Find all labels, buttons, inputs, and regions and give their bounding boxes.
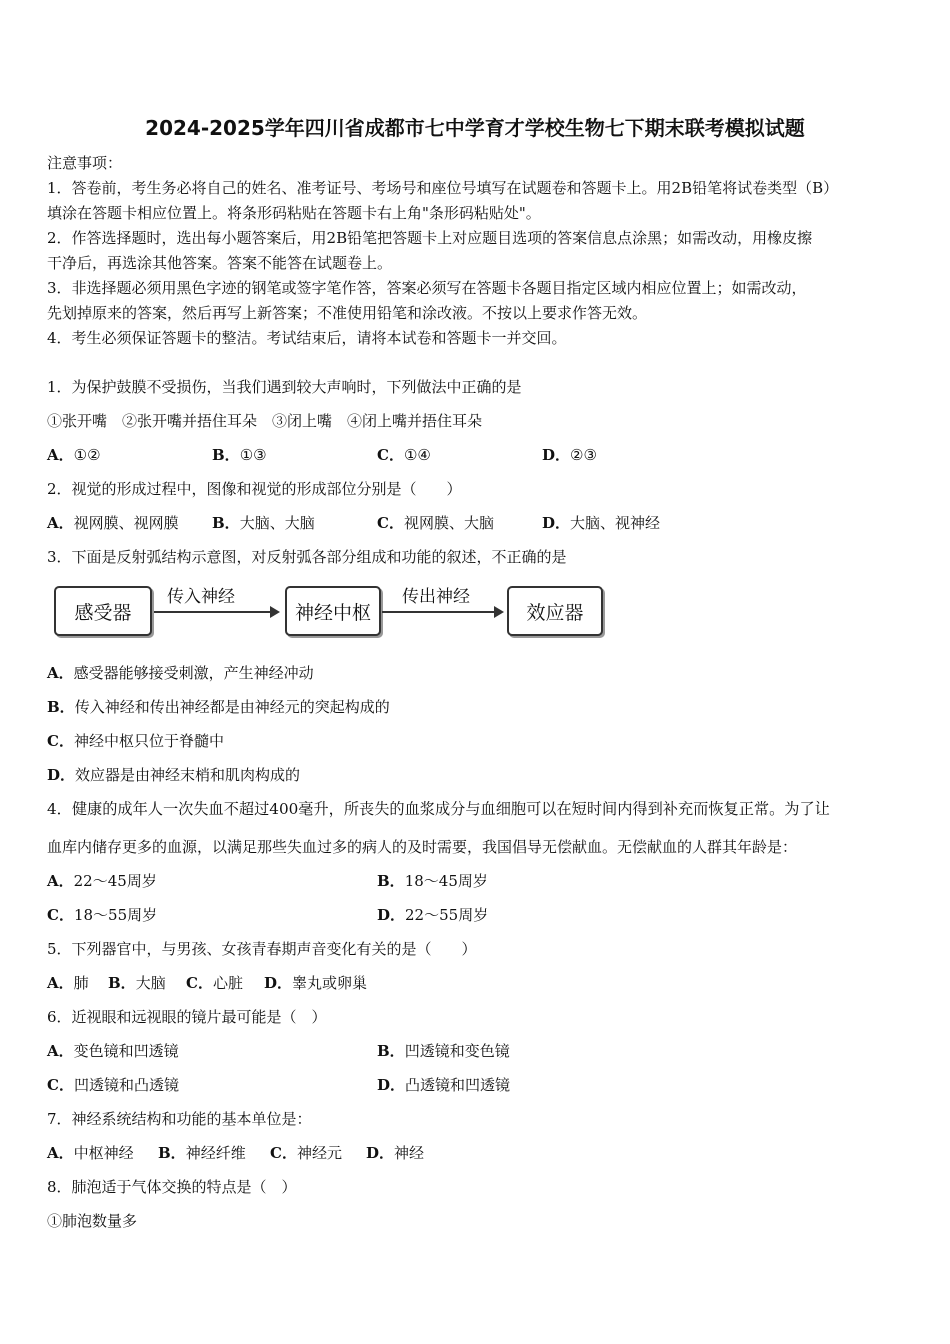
option-c: C．18～55周岁 bbox=[47, 906, 158, 924]
option-d: D．22～55周岁 bbox=[377, 906, 489, 924]
question-1-items: ①张开嘴 ②张开嘴并捂住耳朵 ③闭上嘴 ④闭上嘴并捂住耳朵 bbox=[47, 412, 483, 430]
option-b: B．神经纤维 bbox=[158, 1144, 246, 1162]
option-a: A．中枢神经 bbox=[47, 1144, 134, 1162]
question-4-stem: 4．健康的成年人一次失血不超过400毫升，所丧失的血浆成分与血细胞可以在短时间内得到补充而恢复正常。为了让 bbox=[47, 800, 830, 818]
option-a: A．感受器能够接受刺激，产生神经冲动 bbox=[47, 664, 314, 682]
diagram-label-efferent: 传出神经 bbox=[402, 587, 470, 607]
option-d: D．神经 bbox=[366, 1144, 425, 1162]
option-a: A．肺 bbox=[47, 974, 89, 992]
question-1-stem: 1．为保护鼓膜不受损伤，当我们遇到较大声响时，下列做法中正确的是 bbox=[47, 378, 522, 396]
diagram-box-center: 神经中枢 bbox=[285, 586, 381, 636]
option-b: B．①③ bbox=[212, 446, 267, 464]
option-c: C．神经中枢只位于脊髓中 bbox=[47, 732, 224, 750]
arrow-right-icon bbox=[382, 611, 502, 613]
option-b: B．凹透镜和变色镜 bbox=[377, 1042, 510, 1060]
question-3-stem: 3．下面是反射弧结构示意图，对反射弧各部分组成和功能的叙述，不正确的是 bbox=[47, 548, 567, 566]
option-b: B．大脑 bbox=[108, 974, 166, 992]
question-6-stem: 6．近视眼和远视眼的镜片最可能是（ ） bbox=[47, 1008, 327, 1026]
diagram-box-effector: 效应器 bbox=[507, 586, 603, 636]
option-a: A．变色镜和凹透镜 bbox=[47, 1042, 179, 1060]
question-2-stem: 2．视觉的形成过程中，图像和视觉的形成部位分别是（ ） bbox=[47, 480, 462, 498]
page-title: 2024-2025学年四川省成都市七中学育才学校生物七下期末联考模拟试题 bbox=[145, 116, 805, 140]
option-c: C．凹透镜和凸透镜 bbox=[47, 1076, 179, 1094]
option-d: D．②③ bbox=[542, 446, 597, 464]
option-a: A．22～45周岁 bbox=[47, 872, 157, 890]
diagram-box-receptor: 感受器 bbox=[54, 586, 152, 636]
option-a: A．①② bbox=[47, 446, 101, 464]
option-c: C．视网膜、大脑 bbox=[377, 514, 494, 532]
option-d: D．大脑、视神经 bbox=[542, 514, 661, 532]
diagram-label-afferent: 传入神经 bbox=[167, 587, 235, 607]
option-d: D．效应器是由神经末梢和肌肉构成的 bbox=[47, 766, 301, 784]
notice-line: 1．答卷前，考生务必将自己的姓名、准考证号、考场号和座位号填写在试题卷和答题卡上。用2B铅笔将试卷类型（B） bbox=[47, 179, 839, 197]
question-8-stem: 8．肺泡适于气体交换的特点是（ ） bbox=[47, 1178, 297, 1196]
option-b: B．传入神经和传出神经都是由神经元的突起构成的 bbox=[47, 698, 390, 716]
question-8-item: ①肺泡数量多 bbox=[47, 1212, 138, 1230]
option-c: C．心脏 bbox=[186, 974, 243, 992]
question-7-stem: 7．神经系统结构和功能的基本单位是： bbox=[47, 1110, 312, 1128]
notice-line: 4．考生必须保证答题卡的整洁。考试结束后，请将本试卷和答题卡一并交回。 bbox=[47, 329, 567, 347]
option-b: B．大脑、大脑 bbox=[212, 514, 315, 532]
option-b: B．18～45周岁 bbox=[377, 872, 488, 890]
option-d: D．凸透镜和凹透镜 bbox=[377, 1076, 511, 1094]
notice-line: 3．非选择题必须用黑色字迹的钢笔或签字笔作答，答案必须写在答题卡各题目指定区域内相应位置上；如需改动， bbox=[47, 279, 807, 297]
notice-line: 填涂在答题卡相应位置上。将条形码粘贴在答题卡右上角"条形码粘贴处"。 bbox=[47, 204, 541, 222]
notice-line: 2．作答选择题时，选出每小题答案后，用2B铅笔把答题卡上对应题目选项的答案信息点涂黑；如需改动，用橡皮擦 bbox=[47, 229, 813, 247]
option-c: C．神经元 bbox=[270, 1144, 342, 1162]
reflex-arc-diagram bbox=[52, 582, 604, 640]
notice-line: 先划掉原来的答案，然后再写上新答案；不准使用铅笔和涂改液。不按以上要求作答无效。 bbox=[47, 304, 648, 322]
option-d: D．睾丸或卵巢 bbox=[264, 974, 368, 992]
arrow-right-icon bbox=[154, 611, 278, 613]
notice-heading: 注意事项： bbox=[47, 154, 123, 172]
option-a: A．视网膜、视网膜 bbox=[47, 514, 179, 532]
notice-line: 干净后，再选涂其他答案。答案不能答在试题卷上。 bbox=[47, 254, 393, 272]
option-c: C．①④ bbox=[377, 446, 431, 464]
question-4-stem-cont: 血库内储存更多的血源，以满足那些失血过多的病人的及时需要，我国倡导无偿献血。无偿献血的人群其年龄是： bbox=[47, 838, 798, 856]
question-5-stem: 5．下列器官中，与男孩、女孩青春期声音变化有关的是（ ） bbox=[47, 940, 477, 958]
